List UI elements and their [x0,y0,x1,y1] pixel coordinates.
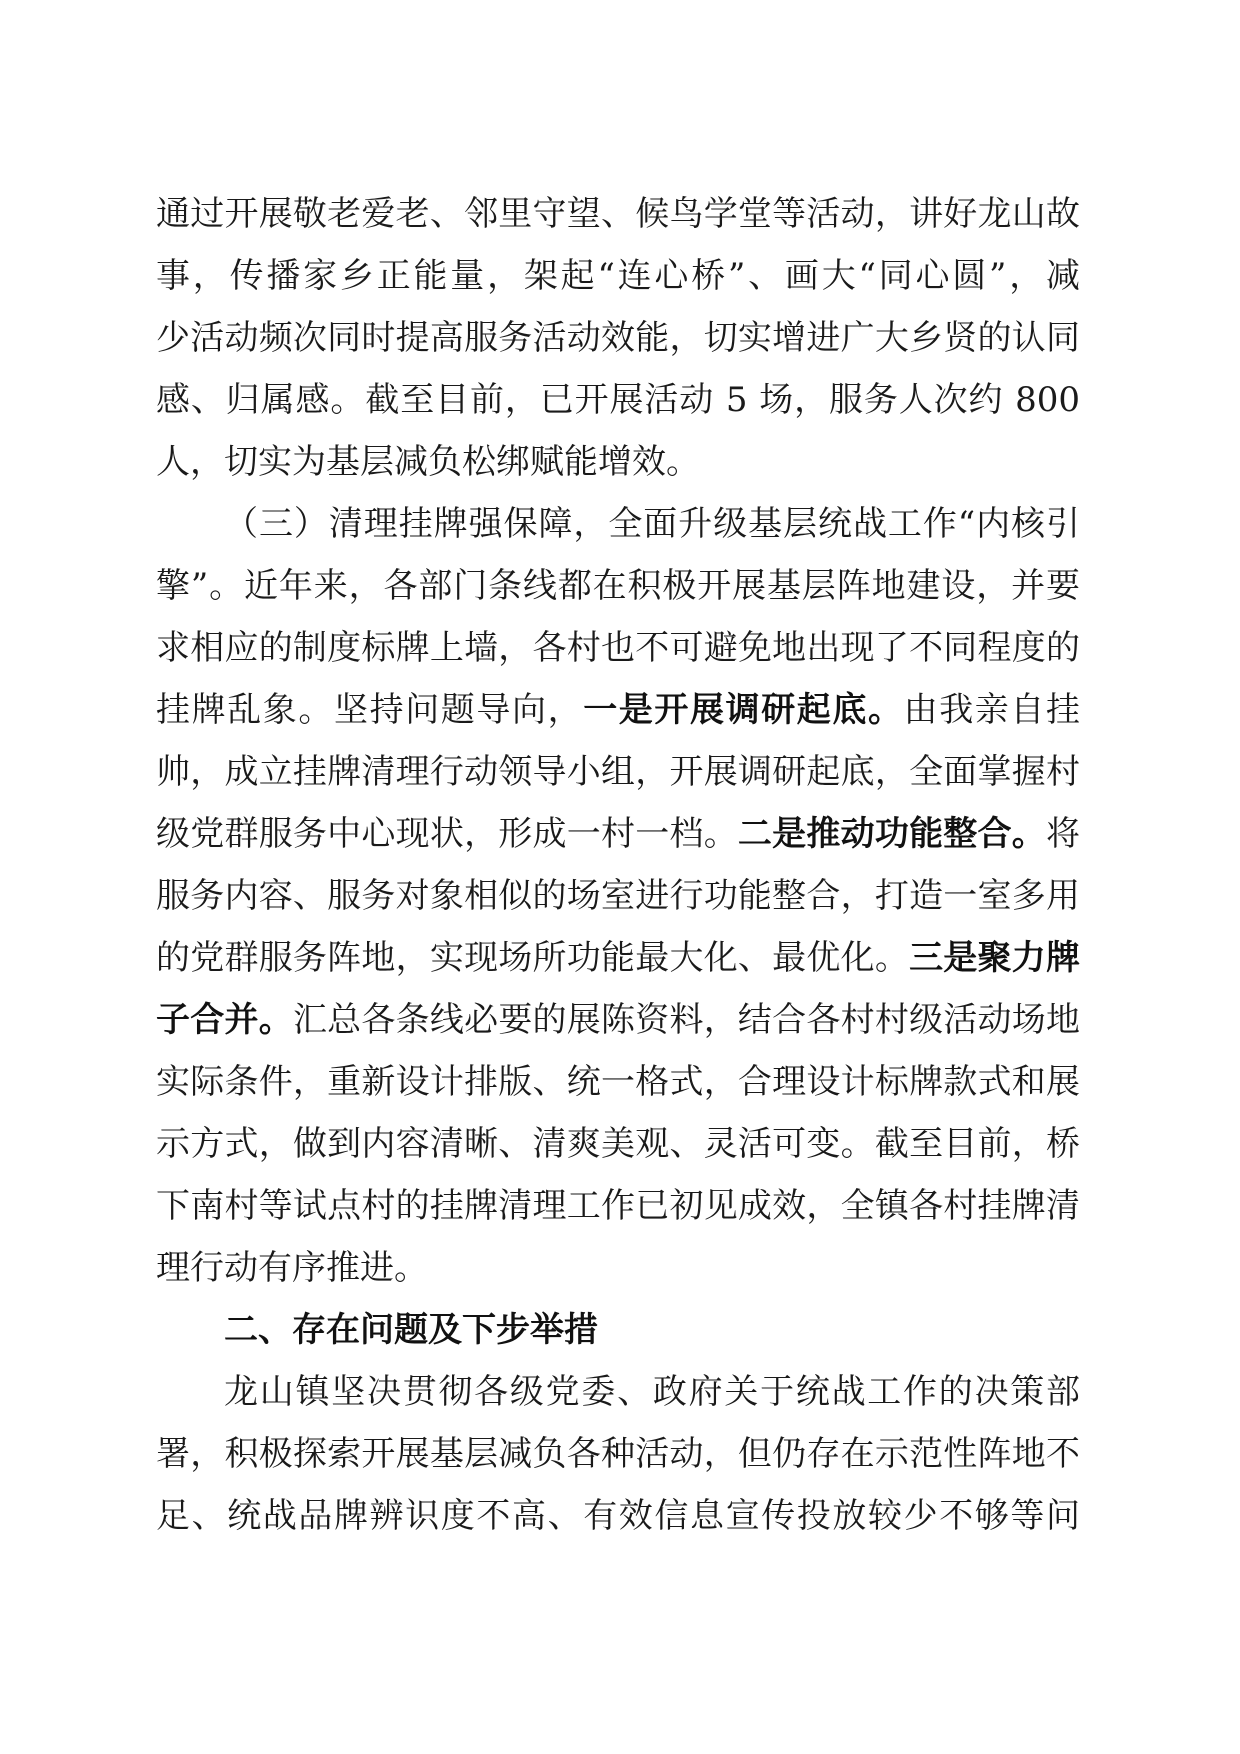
text-line: 龙山镇坚决贯彻各级党委、政府关于统战工作的决策部 [224,1372,1080,1412]
text-line: 实际条件，重新设计排版、统一格式，合理设计标牌款式和展 [156,1062,1080,1102]
subsection-heading-line: （三）清理挂牌强保障，全面升级基层统战工作“内核引 [224,504,1080,544]
text-span: 由我亲自挂 [903,690,1081,730]
bold-key-point: 一是开展调研起底。 [583,690,904,730]
text-line: 理行动有序推进。 [156,1248,428,1288]
text-line: 示方式，做到内容清晰、清爽美观、灵活可变。截至目前，桥 [156,1124,1080,1164]
text-span: 将 [1046,814,1080,854]
text-line [156,928,1080,988]
bold-key-point: 二是推动功能整合。 [737,814,1046,854]
text-line: 感、归属感。截至目前，已开展活动 5 场，服务人次约 800 [156,380,1080,420]
text-span: 的党群服务阵地，实现场所功能最大化、最优化。 [156,938,910,978]
text-line: 人，切实为基层减负松绑赋能增效。 [156,442,700,482]
text-span: 汇总各条线必要的展陈资料，结合各村村级活动场地 [292,1000,1081,1040]
bold-key-point: 子合并。 [156,1000,293,1040]
text-line [156,804,1080,864]
text-line: 足、统战品牌辨识度不高、有效信息宣传投放较少不够等问 [156,1496,1080,1536]
text-span: 挂牌乱象。坚持问题导向， [156,690,584,730]
text-line [156,680,1080,740]
text-line: 擎”。近年来，各部门条线都在积极开展基层阵地建设，并要 [156,566,1080,606]
text-line: 署，积极探索开展基层减负各种活动，但仍存在示范性阵地不 [156,1434,1080,1474]
text-line: 下南村等试点村的挂牌清理工作已初见成效，全镇各村挂牌清 [156,1186,1080,1226]
text-line: 求相应的制度标牌上墙，各村也不可避免地出现了不同程度的 [156,628,1080,668]
text-line: 服务内容、服务对象相似的场室进行功能整合，打造一室多用 [156,876,1080,916]
text-line: 少活动频次同时提高服务活动效能，切实增进广大乡贤的认同 [156,318,1080,358]
bold-key-point: 三是聚力牌 [909,938,1081,978]
text-span: 级党群服务中心现状，形成一村一档。 [156,814,738,854]
text-line: 通过开展敬老爱老、邻里守望、候鸟学堂等活动，讲好龙山故 [156,194,1080,234]
text-line [156,990,1080,1050]
text-line: 事，传播家乡正能量，架起“连心桥”、画大“同心圆”，减 [156,256,1080,296]
text-line: 帅，成立挂牌清理行动领导小组，开展调研起底，全面掌握村 [156,752,1080,792]
section-heading: 二、存在问题及下步举措 [224,1310,598,1350]
